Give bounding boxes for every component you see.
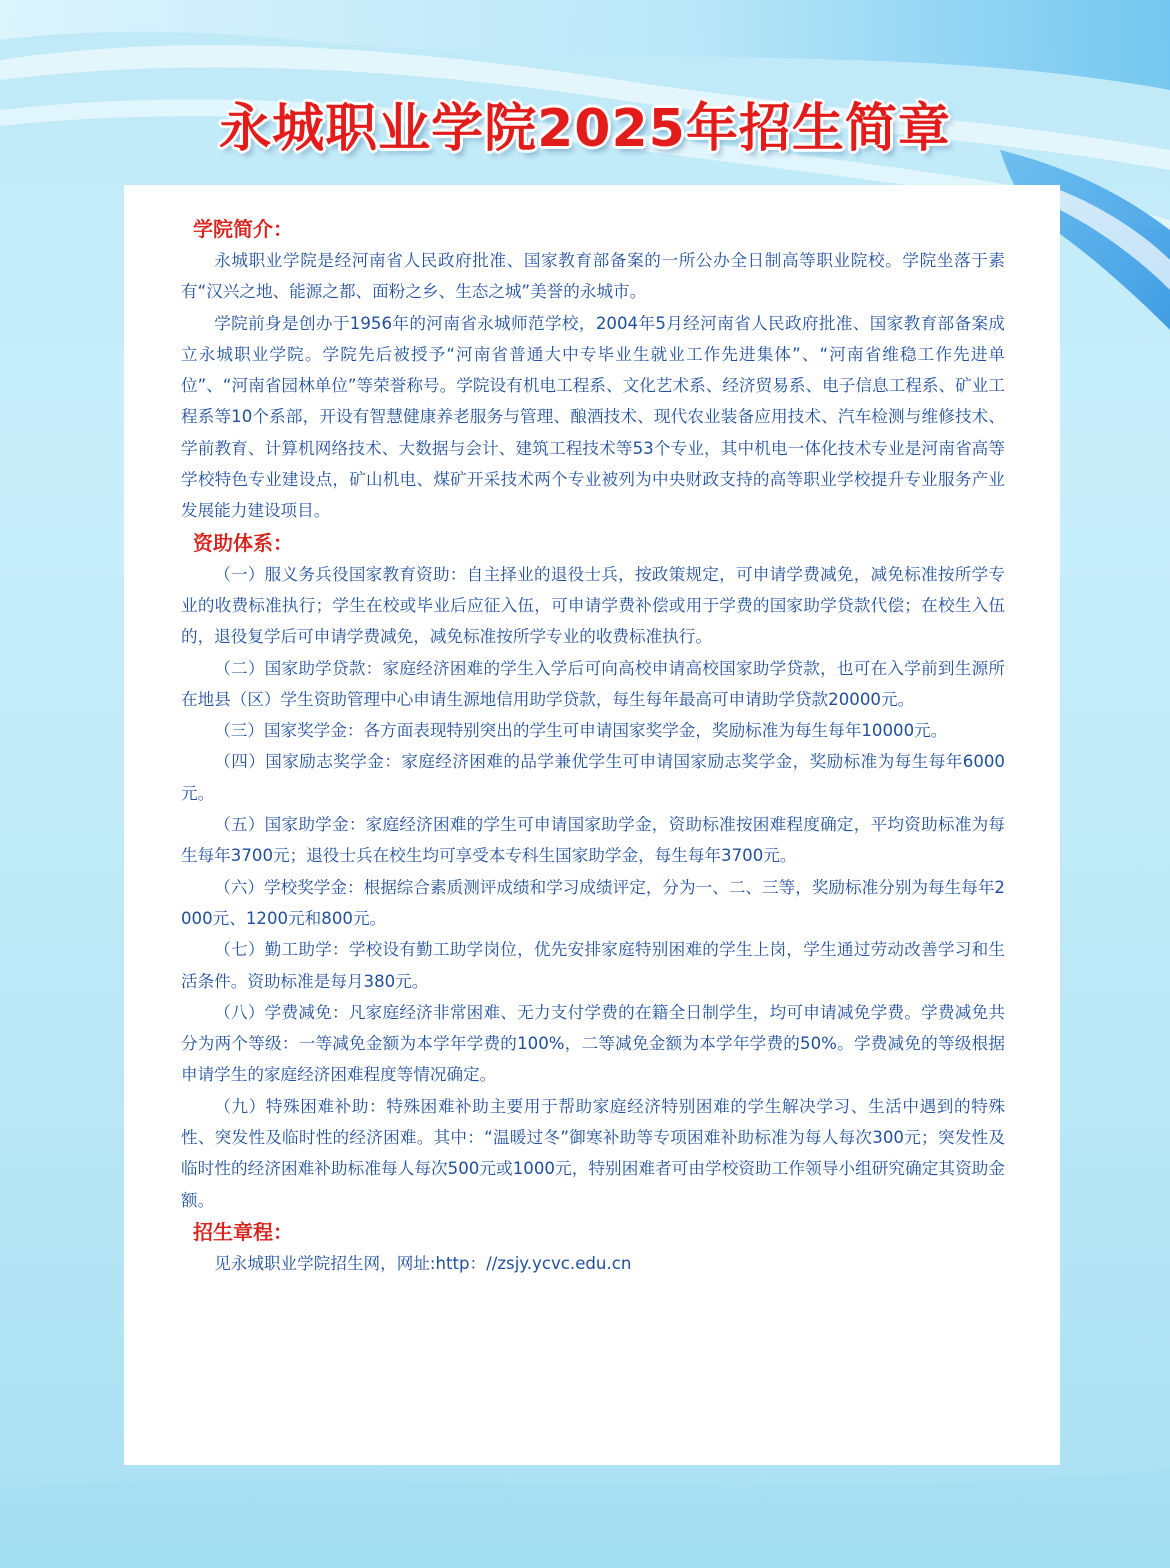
aid-paragraph: （八）学费减免：凡家庭经济非常困难、无力支付学费的在籍全日制学生，均可申请减免学费。学费减免共分为两个等级：一等减免金额为本学年学费的100%，二等减免金额为本学年学费的50%。学费减免的等级根据申请学生的家庭经济困难程度等情况确定。	[181, 1002, 1005, 1085]
aid-paragraph: （七）勤工助学：学校设有勤工助学岗位，优先安排家庭特别困难的学生上岗，学生通过劳动改善学习和生活条件。资助标准是每月380元。	[181, 940, 1005, 991]
charter-paragraph: 见永城职业学院招生网，网址:http：//zsjy.ycvc.edu.cn	[214, 1253, 632, 1273]
section-heading-aid: 资助体系：	[193, 530, 293, 555]
intro-paragraph: 学院前身是创办于1956年的河南省永城师范学校，2004年5月经河南省人民政府批准、国家教育部备案成立永城职业学院。学院先后被授予“河南省普通大中专毕业生就业工作先进集体”、“河南省维稳工作先进单位”、“河南省园林单位”等荣誉称号。学院设有机电工程系、文化艺术系、经济贸易系、电子信息工程系、矿业工程系等10个系部，开设有智慧健康养老服务与管理、酿酒技术、现代农业装备应用技术、汽车检测与维修技术、学前教育、计算机网络技术、大数据与会计、建筑工程技术等53个专业，其中机电一体化技术专业是河南省高等学校特色专业建设点，矿山机电、煤矿开采技术两个专业被列为中央财政支持的高等职业学校提升专业服务产业发展能力建设项目。	[181, 313, 1005, 521]
page-title: 永城职业学院2025年招生简章	[219, 99, 951, 159]
aid-paragraph: （三）国家奖学金：各方面表现特别突出的学生可申请国家奖学金，奖励标准为每生每年10000元。	[214, 721, 948, 741]
content-panel	[124, 185, 1060, 1465]
intro-paragraph: 永城职业学院是经河南省人民政府批准、国家教育部备案的一所公办全日制高等职业院校。学院坐落于素有“汉兴之地、能源之都、面粉之乡、生态之城”美誉的永城市。	[181, 251, 1005, 302]
aid-paragraph: （九）特殊困难补助：特殊困难补助主要用于帮助家庭经济特别困难的学生解决学习、生活中遇到的特殊性、突发性及临时性的经济困难。其中：“温暖过冬”御寒补助等专项困难补助标准为每人每次300元；突发性及临时性的经济困难补助标准每人每次500元或1000元，特别困难者可由学校资助工作领导小组研究确定其资助金额。	[181, 1096, 1005, 1210]
aid-paragraph: （五）国家助学金：家庭经济困难的学生可申请国家助学金，资助标准按困难程度确定，平均资助标准为每生每年3700元；退役士兵在校生均可享受本专科生国家助学金，每生每年3700元。	[181, 815, 1005, 866]
aid-paragraph: （一）服义务兵役国家教育资助：自主择业的退役士兵，按政策规定，可申请学费减免，减免标准按所学专业的收费标准执行；学生在校或毕业后应征入伍，可申请学费补偿或用于学费的国家助学贷款代偿；在校生入伍的，退役复学后可申请学费减免，减免标准按所学专业的收费标准执行。	[181, 564, 1005, 647]
aid-paragraph: （二）国家助学贷款：家庭经济困难的学生入学后可向高校申请高校国家助学贷款，也可在入学前到生源所在地县（区）学生资助管理中心申请生源地信用助学贷款，每生每年最高可申请助学贷款20000元。	[181, 658, 1005, 709]
section-heading-charter: 招生章程：	[193, 1219, 293, 1244]
section-heading-intro: 学院简介：	[193, 217, 293, 241]
aid-paragraph: （六）学校奖学金：根据综合素质测评成绩和学习成绩评定，分为一、二、三等，奖励标准分别为每生每年2000元、1200元和800元。	[181, 877, 1005, 928]
aid-paragraph: （四）国家励志奖学金：家庭经济困难的品学兼优学生可申请国家励志奖学金，奖励标准为每生每年6000元。	[181, 752, 1005, 803]
